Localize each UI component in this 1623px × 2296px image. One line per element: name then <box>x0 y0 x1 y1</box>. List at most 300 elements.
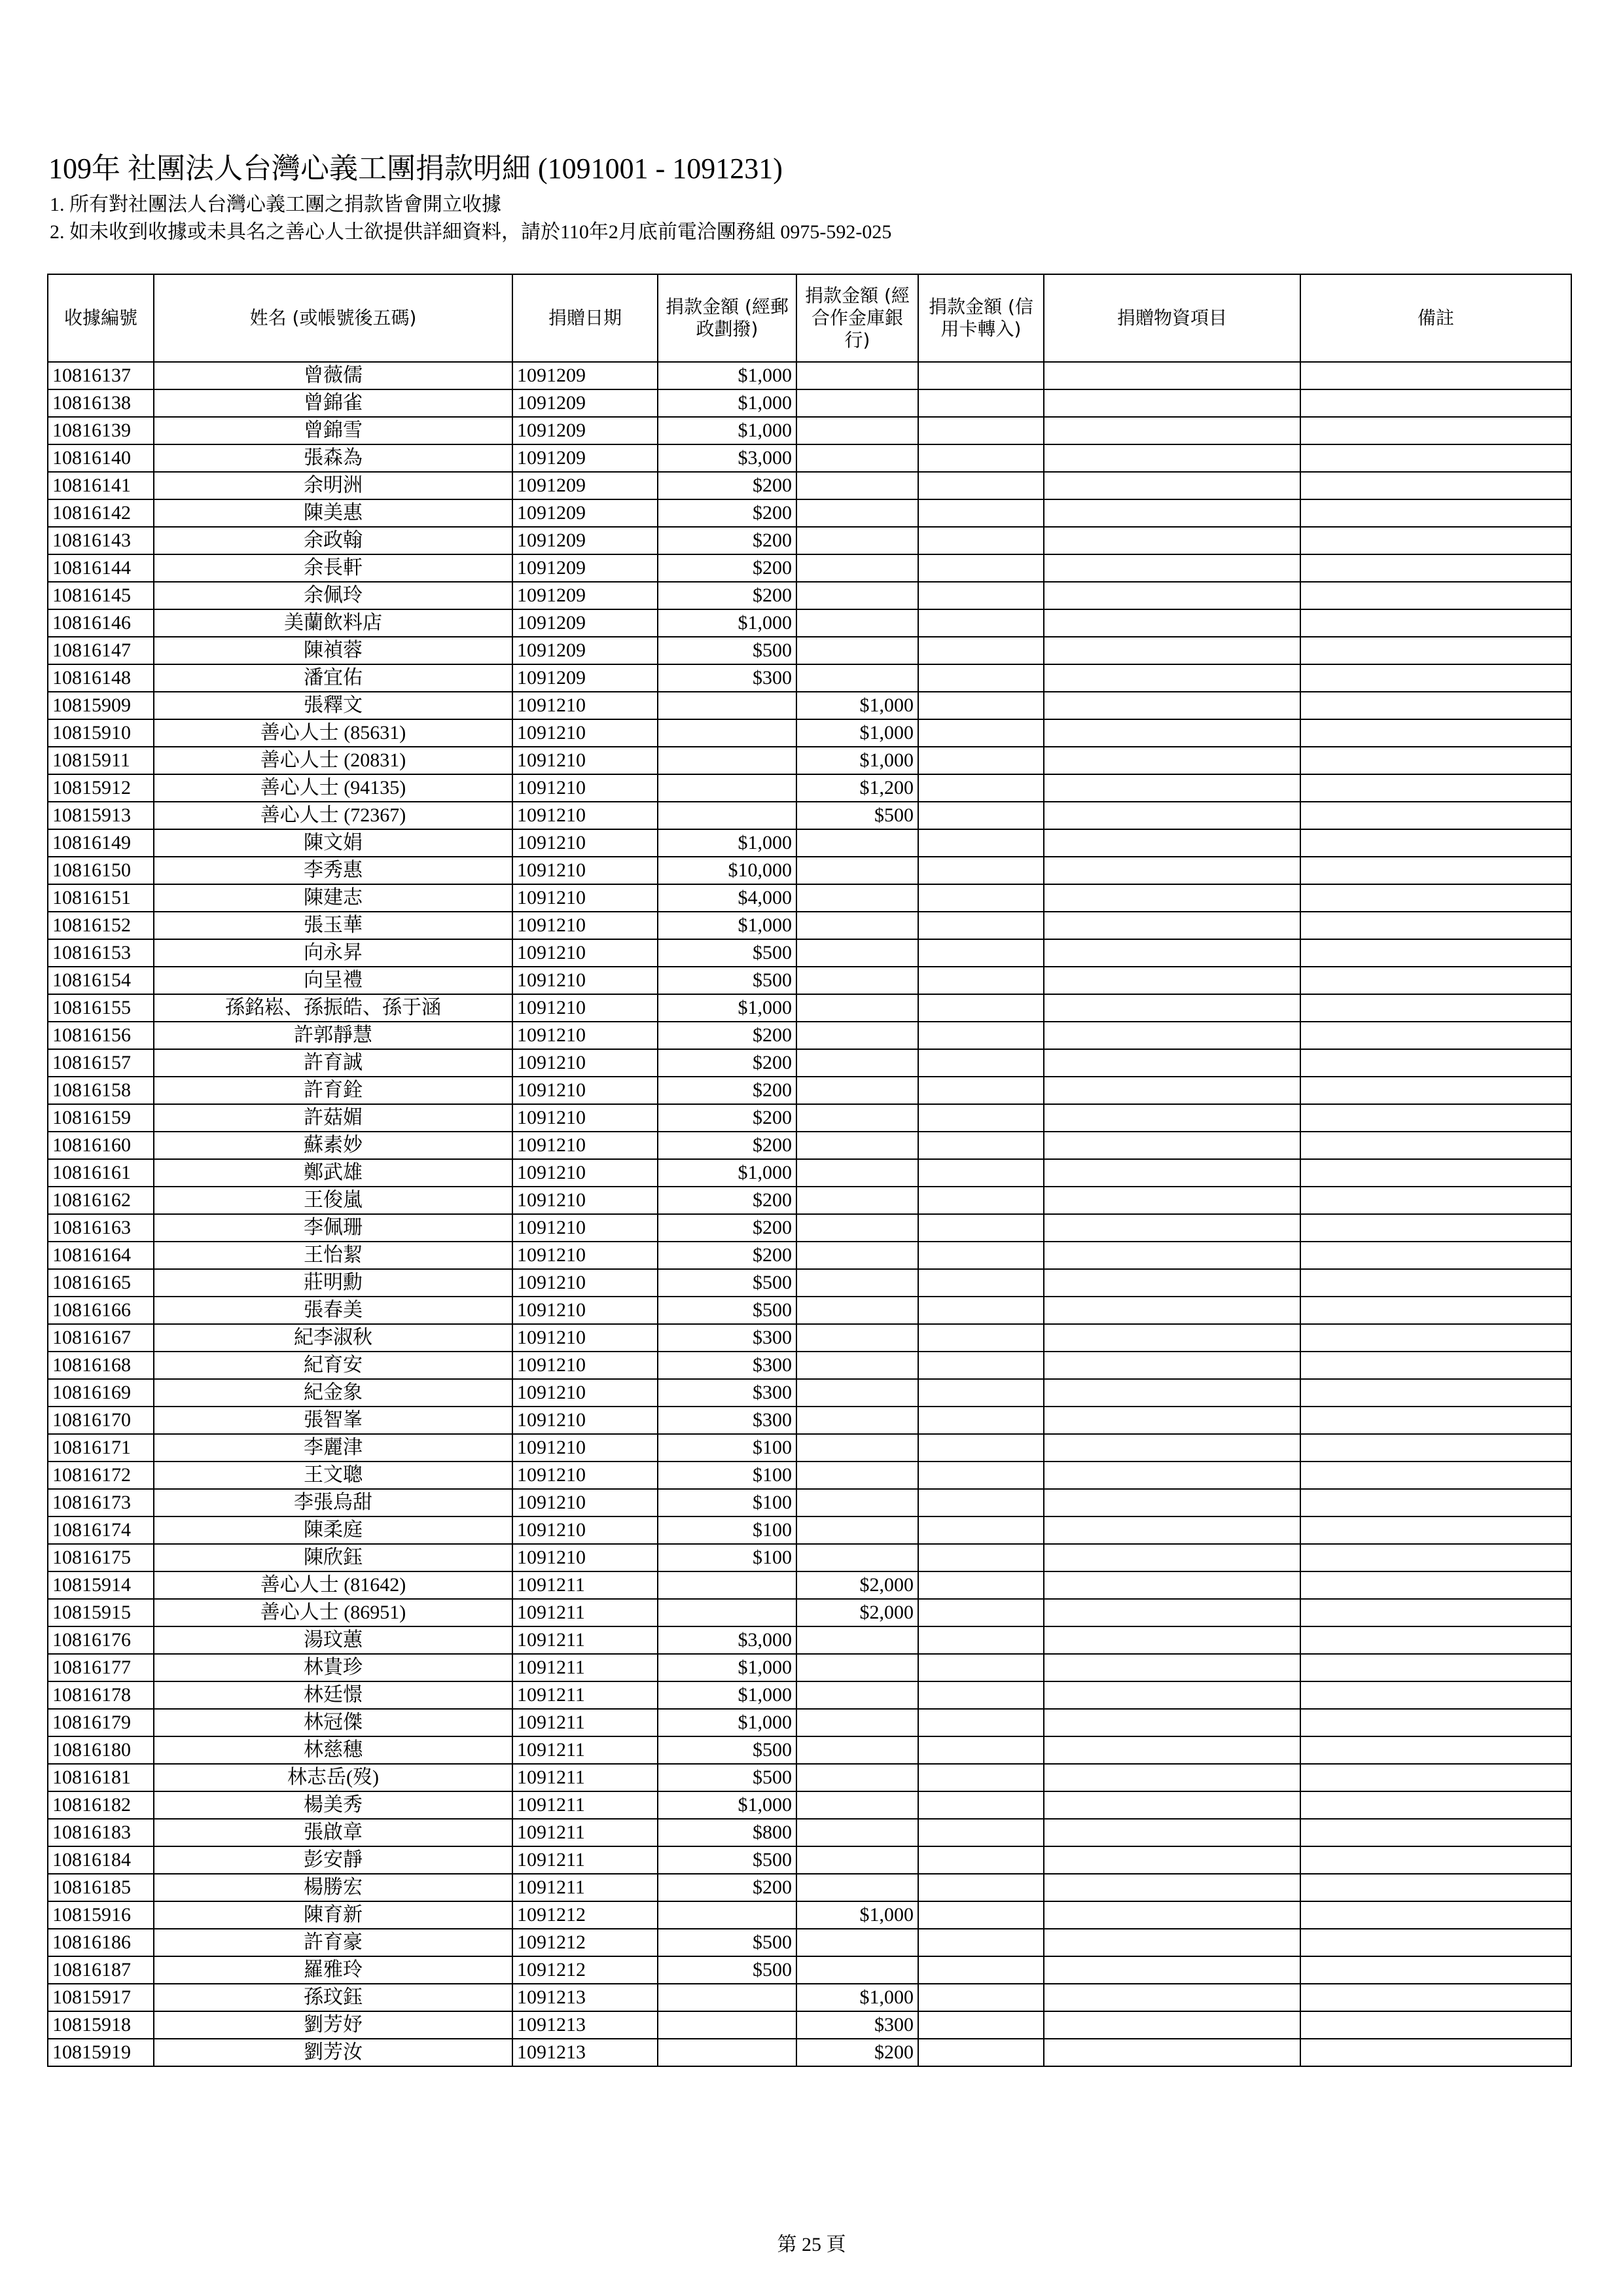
donation-table <box>47 274 1572 2067</box>
donation-date-cell: 1091210 <box>512 1049 658 1077</box>
amount-credit-card-cell <box>918 1489 1044 1516</box>
amount-postal-cell: $300 <box>658 1407 796 1434</box>
receipt-no-cell: 10816170 <box>48 1407 154 1434</box>
amount-bank-cell <box>796 829 918 857</box>
amount-credit-card-cell <box>918 637 1044 664</box>
amount-postal-cell: $1,000 <box>658 1791 796 1819</box>
amount-bank-cell <box>796 637 918 664</box>
table-row <box>48 1544 1571 1571</box>
donation-date-cell: 1091210 <box>512 1462 658 1489</box>
amount-postal-cell: $200 <box>658 1874 796 1901</box>
donation-date-cell: 1091211 <box>512 1681 658 1709</box>
amount-credit-card-cell <box>918 2039 1044 2066</box>
table-row <box>48 1846 1571 1874</box>
table-row <box>48 2011 1571 2039</box>
document-title: 109年 社團法人台灣心義工團捐款明細 (1091001 - 1091231) <box>48 152 783 185</box>
amount-postal-cell: $1,000 <box>658 1159 796 1187</box>
donated-items-cell <box>1044 1159 1300 1187</box>
remarks-cell <box>1300 692 1571 719</box>
remarks-cell <box>1300 1104 1571 1132</box>
amount-postal-cell <box>658 1901 796 1929</box>
amount-credit-card-cell <box>918 1516 1044 1544</box>
amount-bank-cell <box>796 389 918 417</box>
receipt-no-cell: 10816152 <box>48 912 154 939</box>
receipt-no-cell: 10816160 <box>48 1132 154 1159</box>
table-row <box>48 1049 1571 1077</box>
donated-items-cell <box>1044 1544 1300 1571</box>
amount-credit-card-cell <box>918 1819 1044 1846</box>
amount-bank-cell <box>796 1269 918 1297</box>
amount-bank-cell <box>796 1352 918 1379</box>
amount-bank-cell <box>796 1462 918 1489</box>
table-row <box>48 1462 1571 1489</box>
donation-date-cell: 1091210 <box>512 1379 658 1407</box>
remarks-cell <box>1300 1434 1571 1462</box>
amount-postal-cell <box>658 1599 796 1626</box>
receipt-no-cell: 10815909 <box>48 692 154 719</box>
amount-credit-card-cell <box>918 1984 1044 2011</box>
amount-bank-cell <box>796 1159 918 1187</box>
remarks-cell <box>1300 389 1571 417</box>
table-row <box>48 884 1571 912</box>
donor-name-cell: 善心人士 (86951) <box>154 1599 512 1626</box>
remarks-cell <box>1300 1819 1571 1846</box>
table-row <box>48 444 1571 472</box>
table-row <box>48 1379 1571 1407</box>
remarks-cell <box>1300 1022 1571 1049</box>
remarks-cell <box>1300 884 1571 912</box>
donor-name-cell: 余明洲 <box>154 472 512 499</box>
table-row <box>48 802 1571 829</box>
donation-date-cell: 1091211 <box>512 1709 658 1736</box>
amount-postal-cell: $500 <box>658 637 796 664</box>
amount-credit-card-cell <box>918 829 1044 857</box>
table-row <box>48 1352 1571 1379</box>
remarks-cell <box>1300 1049 1571 1077</box>
donation-date-cell: 1091209 <box>512 472 658 499</box>
donated-items-cell <box>1044 1187 1300 1214</box>
table-row <box>48 609 1571 637</box>
amount-credit-card-cell <box>918 994 1044 1022</box>
donation-date-cell: 1091210 <box>512 829 658 857</box>
receipt-no-cell: 10815916 <box>48 1901 154 1929</box>
donor-name-cell: 劉芳汝 <box>154 2039 512 2066</box>
donation-date-cell: 1091210 <box>512 747 658 774</box>
amount-bank-cell <box>796 1379 918 1407</box>
donor-name-cell: 楊勝宏 <box>154 1874 512 1901</box>
remarks-cell <box>1300 527 1571 554</box>
receipt-no-cell: 10816163 <box>48 1214 154 1242</box>
amount-credit-card-cell <box>918 1214 1044 1242</box>
donation-date-cell: 1091210 <box>512 774 658 802</box>
table-row <box>48 417 1571 444</box>
amount-credit-card-cell <box>918 1874 1044 1901</box>
amount-credit-card-cell <box>918 1764 1044 1791</box>
amount-postal-cell: $1,000 <box>658 994 796 1022</box>
amount-bank-cell: $1,000 <box>796 1901 918 1929</box>
amount-postal-cell: $1,000 <box>658 1681 796 1709</box>
table-row <box>48 747 1571 774</box>
remarks-cell <box>1300 1901 1571 1929</box>
donor-name-cell: 余政翰 <box>154 527 512 554</box>
receipt-no-cell: 10816171 <box>48 1434 154 1462</box>
donated-items-cell <box>1044 967 1300 994</box>
receipt-no-cell: 10816144 <box>48 554 154 582</box>
amount-postal-cell <box>658 1984 796 2011</box>
donor-name-cell: 許育銓 <box>154 1077 512 1104</box>
table-body <box>48 362 1571 2066</box>
donation-date-cell: 1091210 <box>512 884 658 912</box>
amount-bank-cell <box>796 857 918 884</box>
table-row <box>48 664 1571 692</box>
amount-bank-cell: $1,000 <box>796 1984 918 2011</box>
amount-credit-card-cell <box>918 1049 1044 1077</box>
remarks-cell <box>1300 1681 1571 1709</box>
remarks-cell <box>1300 1929 1571 1956</box>
header-donation-date: 捐贈日期 <box>512 274 658 362</box>
amount-credit-card-cell <box>918 1929 1044 1956</box>
amount-bank-cell <box>796 1049 918 1077</box>
table-row <box>48 1929 1571 1956</box>
donor-name-cell: 湯玟蕙 <box>154 1626 512 1654</box>
donated-items-cell <box>1044 1269 1300 1297</box>
donation-date-cell: 1091212 <box>512 1901 658 1929</box>
amount-bank-cell <box>796 1077 918 1104</box>
donor-name-cell: 林廷憬 <box>154 1681 512 1709</box>
amount-bank-cell: $1,000 <box>796 692 918 719</box>
amount-postal-cell: $10,000 <box>658 857 796 884</box>
amount-postal-cell <box>658 747 796 774</box>
amount-postal-cell <box>658 774 796 802</box>
amount-postal-cell: $200 <box>658 1022 796 1049</box>
amount-postal-cell <box>658 802 796 829</box>
amount-bank-cell <box>796 1681 918 1709</box>
amount-bank-cell <box>796 1626 918 1654</box>
receipt-no-cell: 10816156 <box>48 1022 154 1049</box>
amount-bank-cell <box>796 1324 918 1352</box>
receipt-no-cell: 10816142 <box>48 499 154 527</box>
amount-postal-cell: $200 <box>658 1187 796 1214</box>
amount-bank-cell <box>796 1022 918 1049</box>
table-row <box>48 692 1571 719</box>
donated-items-cell <box>1044 2011 1300 2039</box>
donor-name-cell: 陳柔庭 <box>154 1516 512 1544</box>
donation-date-cell: 1091213 <box>512 2039 658 2066</box>
donor-name-cell: 張森為 <box>154 444 512 472</box>
amount-credit-card-cell <box>918 499 1044 527</box>
amount-postal-cell: $200 <box>658 527 796 554</box>
donor-name-cell: 李張烏甜 <box>154 1489 512 1516</box>
amount-postal-cell: $200 <box>658 1104 796 1132</box>
donation-date-cell: 1091210 <box>512 1104 658 1132</box>
receipt-no-cell: 10816139 <box>48 417 154 444</box>
amount-bank-cell <box>796 939 918 967</box>
amount-credit-card-cell <box>918 362 1044 389</box>
receipt-no-cell: 10816168 <box>48 1352 154 1379</box>
amount-credit-card-cell <box>918 1901 1044 1929</box>
donation-date-cell: 1091209 <box>512 527 658 554</box>
amount-credit-card-cell <box>918 1626 1044 1654</box>
amount-bank-cell <box>796 582 918 609</box>
amount-postal-cell: $1,000 <box>658 362 796 389</box>
donation-date-cell: 1091212 <box>512 1956 658 1984</box>
remarks-cell <box>1300 1407 1571 1434</box>
donated-items-cell <box>1044 1929 1300 1956</box>
table-row <box>48 1187 1571 1214</box>
amount-credit-card-cell <box>918 1324 1044 1352</box>
donor-name-cell: 向呈禮 <box>154 967 512 994</box>
header-amount-postal: 捐款金額 (經郵政劃撥) <box>658 274 796 362</box>
remarks-cell <box>1300 609 1571 637</box>
amount-bank-cell <box>796 554 918 582</box>
amount-postal-cell: $200 <box>658 1242 796 1269</box>
amount-bank-cell <box>796 1819 918 1846</box>
donated-items-cell <box>1044 939 1300 967</box>
donation-date-cell: 1091211 <box>512 1571 658 1599</box>
table-row <box>48 554 1571 582</box>
amount-bank-cell: $200 <box>796 2039 918 2066</box>
amount-postal-cell: $1,000 <box>658 417 796 444</box>
receipt-no-cell: 10816158 <box>48 1077 154 1104</box>
donation-date-cell: 1091210 <box>512 1022 658 1049</box>
donated-items-cell <box>1044 417 1300 444</box>
donor-name-cell: 林志岳(歿) <box>154 1764 512 1791</box>
remarks-cell <box>1300 747 1571 774</box>
amount-bank-cell <box>796 1846 918 1874</box>
donation-date-cell: 1091210 <box>512 1159 658 1187</box>
amount-bank-cell <box>796 1104 918 1132</box>
header-receipt-no: 收據編號 <box>48 274 154 362</box>
donor-name-cell: 張智峯 <box>154 1407 512 1434</box>
amount-bank-cell <box>796 1242 918 1269</box>
table-row <box>48 1984 1571 2011</box>
donated-items-cell <box>1044 1489 1300 1516</box>
table-row <box>48 1681 1571 1709</box>
donor-name-cell: 善心人士 (94135) <box>154 774 512 802</box>
remarks-cell <box>1300 1516 1571 1544</box>
donated-items-cell <box>1044 1104 1300 1132</box>
donation-date-cell: 1091210 <box>512 1324 658 1352</box>
amount-bank-cell <box>796 1434 918 1462</box>
receipt-no-cell: 10815915 <box>48 1599 154 1626</box>
remarks-cell <box>1300 1544 1571 1571</box>
remarks-cell <box>1300 554 1571 582</box>
amount-credit-card-cell <box>918 664 1044 692</box>
receipt-no-cell: 10816145 <box>48 582 154 609</box>
donation-date-cell: 1091210 <box>512 802 658 829</box>
donated-items-cell <box>1044 747 1300 774</box>
donor-name-cell: 許郭靜慧 <box>154 1022 512 1049</box>
donor-name-cell: 張釋文 <box>154 692 512 719</box>
remarks-cell <box>1300 1489 1571 1516</box>
receipt-no-cell: 10816147 <box>48 637 154 664</box>
donated-items-cell <box>1044 1297 1300 1324</box>
amount-postal-cell <box>658 692 796 719</box>
amount-bank-cell <box>796 994 918 1022</box>
table-row <box>48 362 1571 389</box>
donated-items-cell <box>1044 857 1300 884</box>
receipt-no-cell: 10816137 <box>48 362 154 389</box>
donated-items-cell <box>1044 1049 1300 1077</box>
receipt-no-cell: 10815913 <box>48 802 154 829</box>
donated-items-cell <box>1044 774 1300 802</box>
amount-postal-cell: $500 <box>658 1736 796 1764</box>
table-row <box>48 1709 1571 1736</box>
donor-name-cell: 林冠傑 <box>154 1709 512 1736</box>
amount-credit-card-cell <box>918 1654 1044 1681</box>
amount-credit-card-cell <box>918 1297 1044 1324</box>
amount-credit-card-cell <box>918 912 1044 939</box>
donation-date-cell: 1091210 <box>512 994 658 1022</box>
amount-bank-cell <box>796 1654 918 1681</box>
table-row <box>48 472 1571 499</box>
amount-credit-card-cell <box>918 719 1044 747</box>
donation-date-cell: 1091211 <box>512 1791 658 1819</box>
donor-name-cell: 潘宜佑 <box>154 664 512 692</box>
receipt-no-cell: 10816166 <box>48 1297 154 1324</box>
amount-credit-card-cell <box>918 1791 1044 1819</box>
amount-credit-card-cell <box>918 692 1044 719</box>
donation-date-cell: 1091210 <box>512 692 658 719</box>
receipt-no-cell: 10816177 <box>48 1654 154 1681</box>
donated-items-cell <box>1044 692 1300 719</box>
donor-name-cell: 張啟章 <box>154 1819 512 1846</box>
amount-credit-card-cell <box>918 1187 1044 1214</box>
donated-items-cell <box>1044 1434 1300 1462</box>
amount-postal-cell: $200 <box>658 582 796 609</box>
table-row <box>48 1956 1571 1984</box>
receipt-no-cell: 10816180 <box>48 1736 154 1764</box>
receipt-no-cell: 10816173 <box>48 1489 154 1516</box>
donated-items-cell <box>1044 829 1300 857</box>
amount-credit-card-cell <box>918 582 1044 609</box>
table-row <box>48 2039 1571 2066</box>
remarks-cell <box>1300 637 1571 664</box>
donor-name-cell: 善心人士 (20831) <box>154 747 512 774</box>
donation-date-cell: 1091210 <box>512 1214 658 1242</box>
donated-items-cell <box>1044 664 1300 692</box>
donation-date-cell: 1091211 <box>512 1819 658 1846</box>
amount-credit-card-cell <box>918 747 1044 774</box>
receipt-no-cell: 10816185 <box>48 1874 154 1901</box>
amount-postal-cell <box>658 2039 796 2066</box>
donor-name-cell: 張玉華 <box>154 912 512 939</box>
amount-bank-cell <box>796 1874 918 1901</box>
amount-postal-cell <box>658 2011 796 2039</box>
remarks-cell <box>1300 1159 1571 1187</box>
table-header-row <box>48 274 1571 362</box>
remarks-cell <box>1300 1956 1571 1984</box>
receipt-no-cell: 10816138 <box>48 389 154 417</box>
donor-name-cell: 陳建志 <box>154 884 512 912</box>
table-row <box>48 1269 1571 1297</box>
amount-bank-cell <box>796 1544 918 1571</box>
donated-items-cell <box>1044 554 1300 582</box>
amount-postal-cell: $500 <box>658 1929 796 1956</box>
amount-bank-cell <box>796 1132 918 1159</box>
donation-date-cell: 1091211 <box>512 1846 658 1874</box>
donor-name-cell: 孫銘崧、孫振皓、孫于涵 <box>154 994 512 1022</box>
remarks-cell <box>1300 1791 1571 1819</box>
amount-bank-cell: $2,000 <box>796 1599 918 1626</box>
donation-date-cell: 1091210 <box>512 967 658 994</box>
donated-items-cell <box>1044 1681 1300 1709</box>
donor-name-cell: 余長軒 <box>154 554 512 582</box>
donated-items-cell <box>1044 1571 1300 1599</box>
receipt-no-cell: 10816174 <box>48 1516 154 1544</box>
amount-credit-card-cell <box>918 1379 1044 1407</box>
table-row <box>48 1132 1571 1159</box>
amount-bank-cell <box>796 1791 918 1819</box>
amount-bank-cell: $1,000 <box>796 719 918 747</box>
donation-date-cell: 1091210 <box>512 1077 658 1104</box>
donation-date-cell: 1091209 <box>512 499 658 527</box>
receipt-no-cell: 10816159 <box>48 1104 154 1132</box>
table-row <box>48 637 1571 664</box>
donated-items-cell <box>1044 389 1300 417</box>
remarks-cell <box>1300 1132 1571 1159</box>
donation-date-cell: 1091210 <box>512 857 658 884</box>
table-row <box>48 1571 1571 1599</box>
remarks-cell <box>1300 939 1571 967</box>
donor-name-cell: 許育豪 <box>154 1929 512 1956</box>
amount-postal-cell: $3,000 <box>658 444 796 472</box>
receipt-no-cell: 10816143 <box>48 527 154 554</box>
remarks-cell <box>1300 2039 1571 2066</box>
amount-bank-cell <box>796 1929 918 1956</box>
amount-credit-card-cell <box>918 1571 1044 1599</box>
table-row <box>48 1104 1571 1132</box>
table-row <box>48 967 1571 994</box>
amount-credit-card-cell <box>918 2011 1044 2039</box>
table-row <box>48 1654 1571 1681</box>
donated-items-cell <box>1044 1132 1300 1159</box>
amount-postal-cell: $100 <box>658 1516 796 1544</box>
remarks-cell <box>1300 1571 1571 1599</box>
donated-items-cell <box>1044 1407 1300 1434</box>
remarks-cell <box>1300 1324 1571 1352</box>
donated-items-cell <box>1044 444 1300 472</box>
header-amount-bank: 捐款金額 (經合作金庫銀行) <box>796 274 918 362</box>
amount-bank-cell <box>796 1297 918 1324</box>
amount-postal-cell: $300 <box>658 1379 796 1407</box>
donated-items-cell <box>1044 1984 1300 2011</box>
header-remarks: 備註 <box>1300 274 1571 362</box>
amount-credit-card-cell <box>918 1022 1044 1049</box>
donor-name-cell: 鄭武雄 <box>154 1159 512 1187</box>
remarks-cell <box>1300 857 1571 884</box>
donor-name-cell: 紀育安 <box>154 1352 512 1379</box>
note-contact: 2. 如未收到收據或未具名之善心人士欲提供詳細資料，請於110年2月底前電洽團務組 0975-592-025 <box>50 221 892 243</box>
table-row <box>48 857 1571 884</box>
donor-name-cell: 羅雅玲 <box>154 1956 512 1984</box>
donated-items-cell <box>1044 1956 1300 1984</box>
donor-name-cell: 陳禎蓉 <box>154 637 512 664</box>
donation-date-cell: 1091210 <box>512 1269 658 1297</box>
amount-bank-cell <box>796 1516 918 1544</box>
donation-date-cell: 1091209 <box>512 664 658 692</box>
amount-bank-cell <box>796 967 918 994</box>
table-row <box>48 829 1571 857</box>
donation-date-cell: 1091210 <box>512 1242 658 1269</box>
table-row <box>48 719 1571 747</box>
receipt-no-cell: 10815914 <box>48 1571 154 1599</box>
donor-name-cell: 李佩珊 <box>154 1214 512 1242</box>
amount-credit-card-cell <box>918 389 1044 417</box>
receipt-no-cell: 10816155 <box>48 994 154 1022</box>
amount-postal-cell: $200 <box>658 1049 796 1077</box>
amount-credit-card-cell <box>918 1104 1044 1132</box>
